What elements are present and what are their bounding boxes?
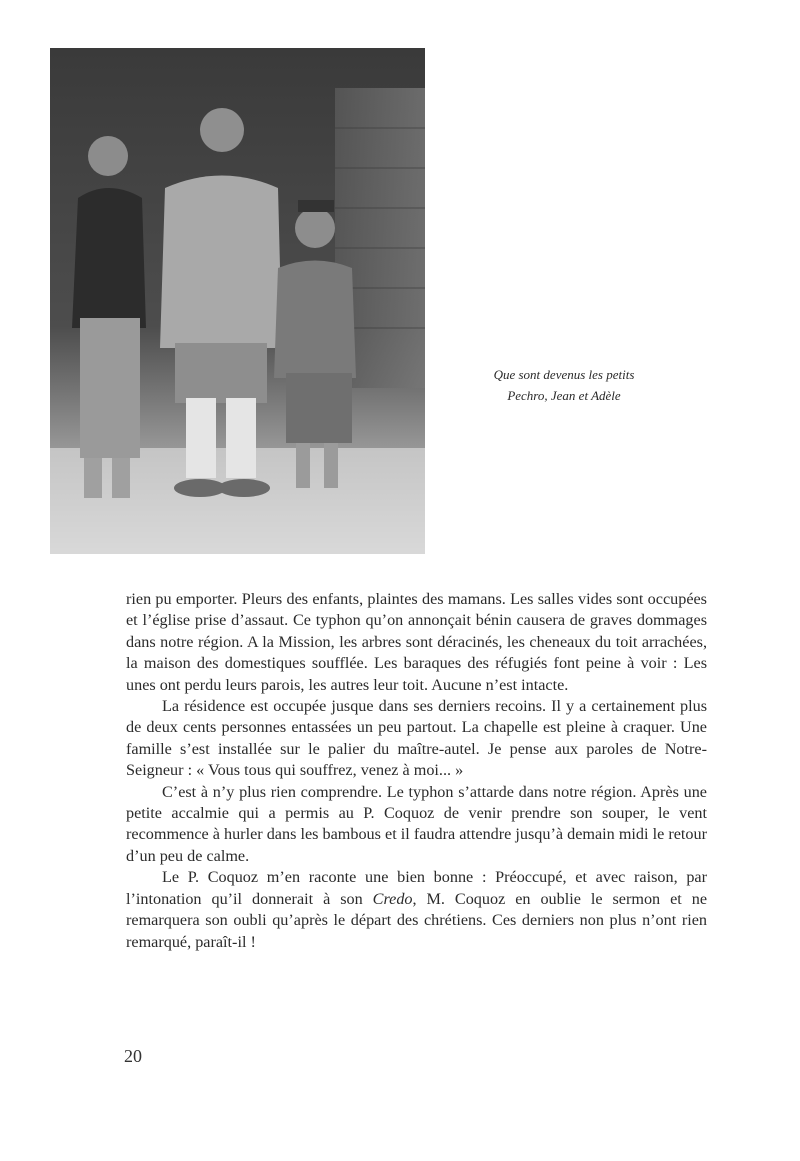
paragraph-2: La résidence est occupée jusque dans ses derniers recoins. Il y a certainement plus de deux cents personnes entassées un peu partout. La chapelle est pleine à craquer. Une famille s’est installée sur le palier du maître-autel. Je pense aux paroles de Notre-Seigneur : « Vous tous qui souffrez, venez à moi... » [126,697,707,780]
paragraph-4-before: Le P. Coquoz m’en raconte une bien bonne : Préoccupé, et avec raison, par l’intonation qu’il donnerait à son [126,868,707,908]
paragraph-1: rien pu emporter. Pleurs des enfants, plaintes des mamans. Les salles vides sont occupées et l’église prise d’assaut. Ce typhon qu’on annonçait bénin causera de graves dommages dans notre région. A la Mission, les arbres sont déracinés, les cheneaux du toit arrachées, la maison des domestiques soufflée. Les baraques des réfugiés font peine à voir : Les unes ont perdu leurs parois, les autres leur toit. Aucune n’est intacte. [126,590,707,694]
paragraph-4 [126,867,707,953]
page-number: 20 [124,1046,142,1066]
caption-line-2: Pechro, Jean et Adèle [507,388,621,403]
photo-caption [452,364,676,406]
photograph-icon [50,48,425,554]
paragraph-3: C’est à n’y plus rien comprendre. Le typhon s’attarde dans notre région. Après une petite accalmie qui a permis au P. Coquoz de venir prendre son souper, le vent recommence à hurler dans les bambous et il faudra attendre jusqu’à demain midi le retour d’un peu de calme. [126,782,707,865]
caption-line-1: Que sont devenus les petits [493,367,635,382]
body-text [126,589,707,953]
paragraph-4-after: , M. Coquoz en oublie le sermon et ne remarquera son oubli qu’après le départ des chrétiens. Ces derniers non plus n’ont rien remarqué, paraît-il ! [126,889,707,951]
paragraph-4-emphasis: Credo [372,889,413,908]
photograph [50,48,425,554]
